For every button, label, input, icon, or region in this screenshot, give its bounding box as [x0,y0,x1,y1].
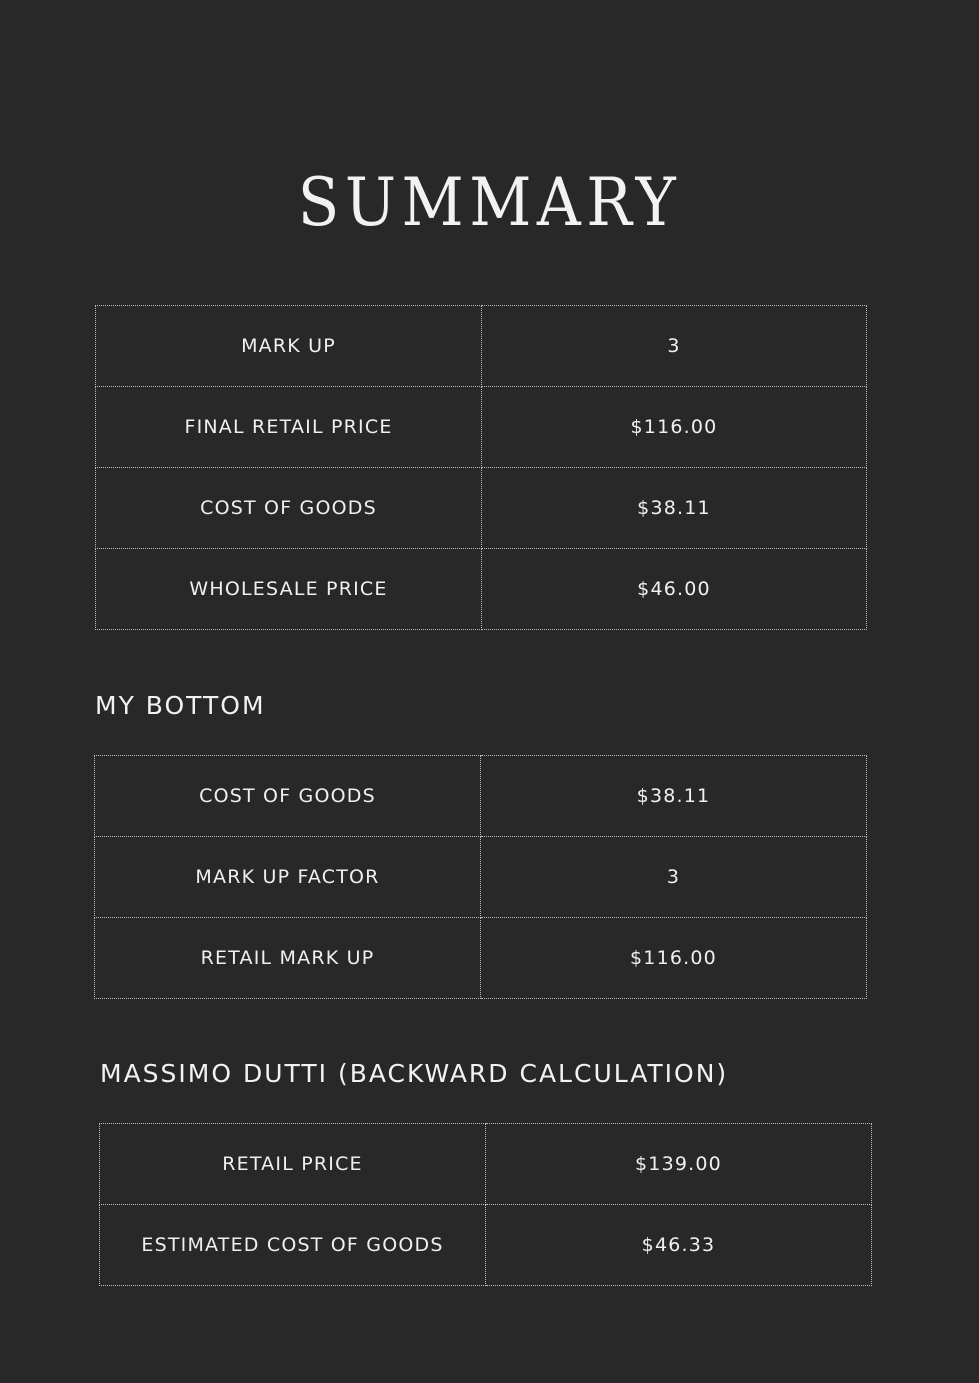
my-bottom-heading: MY BOTTOM [95,691,266,720]
row-value: $116.00 [481,918,867,999]
table-row [95,918,867,999]
row-label: COST OF GOODS [96,468,482,549]
table-row [95,837,867,918]
table-row [100,1124,872,1205]
row-value: 3 [482,306,867,387]
table-row [95,756,867,837]
row-value: $38.11 [482,468,867,549]
massimo-dutti-table [99,1123,872,1286]
table-row [96,549,867,630]
row-value: $139.00 [486,1124,872,1205]
page-title: SUMMARY [297,164,682,241]
row-label: WHOLESALE PRICE [96,549,482,630]
row-label: COST OF GOODS [95,756,481,837]
row-label: ESTIMATED COST OF GOODS [100,1205,486,1286]
row-value: $46.33 [486,1205,872,1286]
massimo-dutti-heading: MASSIMO DUTTI (BACKWARD CALCULATION) [100,1059,729,1088]
summary-table [95,305,867,630]
row-label: MARK UP FACTOR [95,837,481,918]
row-value: $46.00 [482,549,867,630]
row-label: RETAIL MARK UP [95,918,481,999]
table-row [96,387,867,468]
row-label: MARK UP [96,306,482,387]
my-bottom-table [94,755,867,999]
row-value: $116.00 [482,387,867,468]
row-label: RETAIL PRICE [100,1124,486,1205]
table-row [100,1205,872,1286]
row-label: FINAL RETAIL PRICE [96,387,482,468]
row-value: $38.11 [481,756,867,837]
row-value: 3 [481,837,867,918]
table-row [96,468,867,549]
table-row [96,306,867,387]
